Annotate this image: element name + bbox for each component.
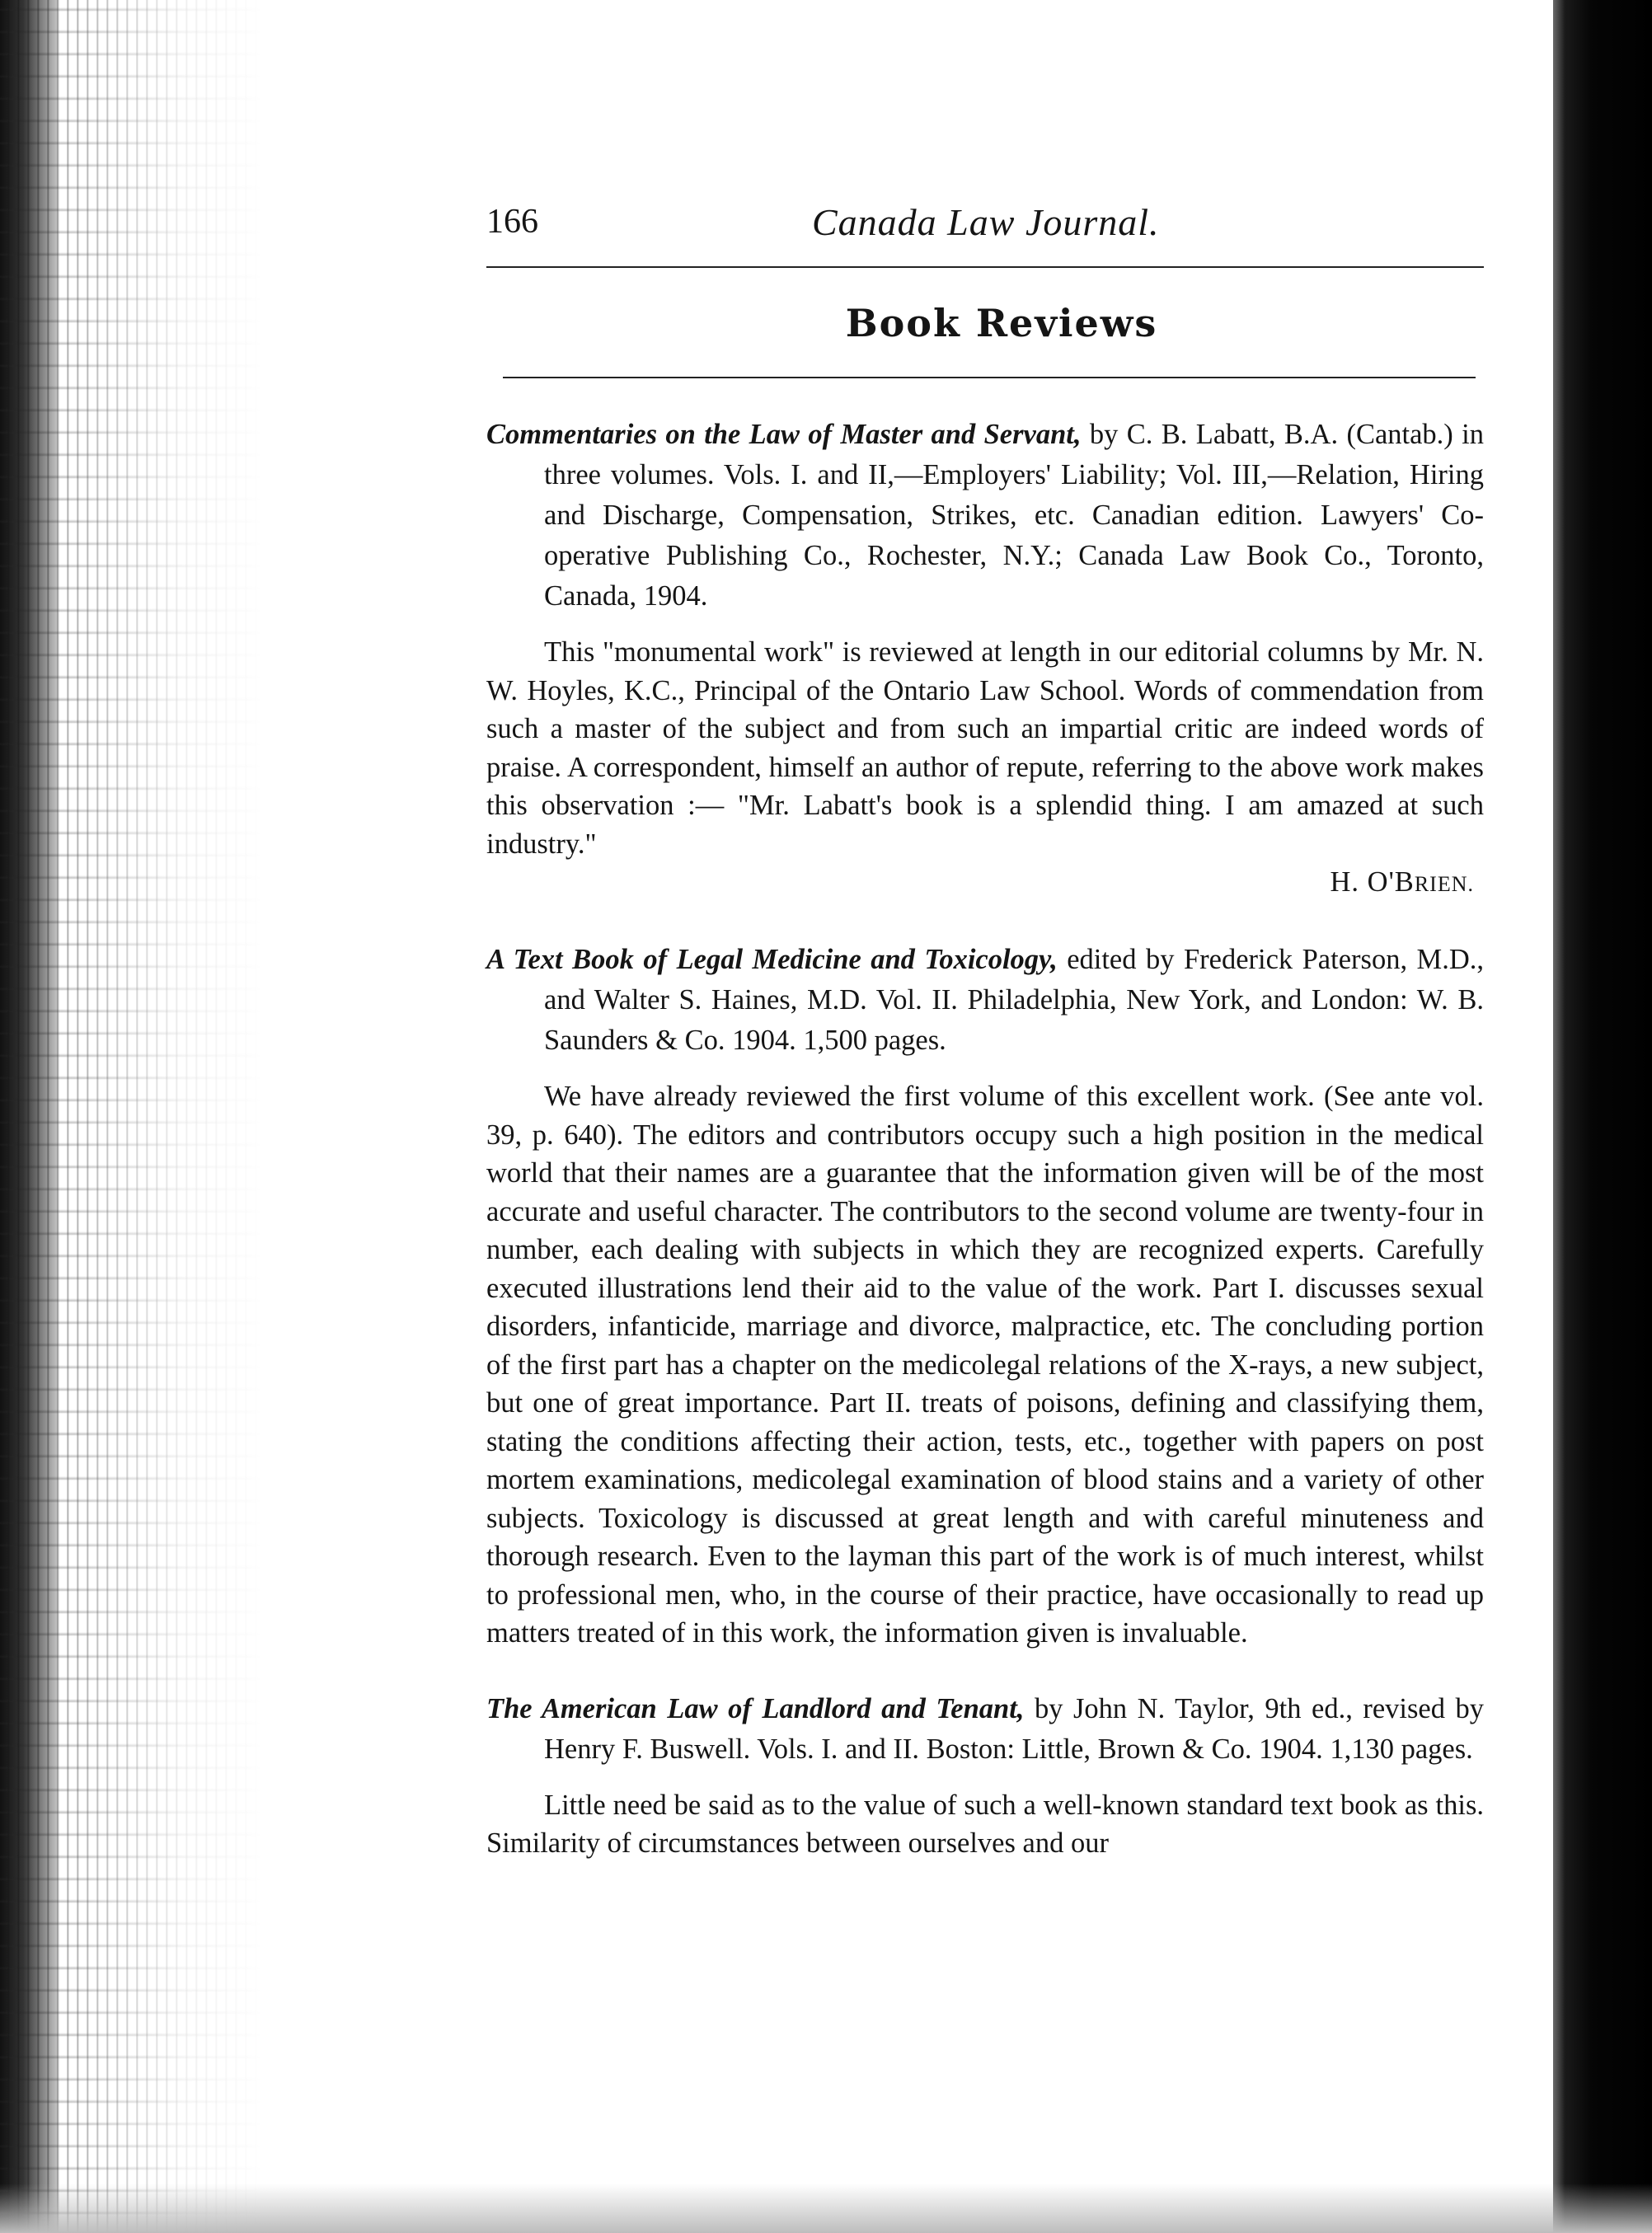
review-entry-labatt: [486, 415, 1484, 903]
review-citation: [486, 415, 1484, 617]
journal-title: Canada Law Journal.: [812, 201, 1160, 243]
section-rule: [503, 377, 1476, 378]
review-entry-legal-medicine: [486, 940, 1484, 1653]
scan-right-edge-shadow: [1553, 0, 1652, 2233]
review-body: Little need be said as to the value of such a well-known standard text book as this. Similarity of circumstances between ourselves and our: [486, 1789, 1484, 1859]
review-work-title: The American Law of Landlord and Tenant,: [486, 1692, 1025, 1724]
journal-page: [486, 194, 1484, 1863]
scan-left-edge-texture: [0, 0, 264, 2233]
review-entry-landlord-tenant: [486, 1689, 1484, 1863]
review-body: This "monumental work" is reviewed at length in our editorial columns by Mr. N. W. Hoyles, K.C., Principal of the Ontario Law School. Words of commendation from such a master of the subject and from such an impartial critic are indeed words of praise. A correspondent, himself an author of repute, referring to the above work makes this observation :— "Mr. Labatt's book is a splendid thing. I am amazed at such industry.": [486, 636, 1484, 860]
header-rule: [486, 266, 1484, 268]
review-signature: H. O'BRIEN.: [1330, 866, 1474, 898]
review-body: We have already reviewed the first volume of this excellent work. (See ante vol. 39, p. 640). The editors and contributors occupy such a high position in the medical world that their names are a guarantee that the information given will be of the most accurate and useful character. The contributors to the second volume are twenty-four in number, each dealing with subjects in which they are recognized experts. Carefully executed illustrations lend their aid to the value of the work. Part I. discusses sexual disorders, infanticide, marriage and divorce, malpractice, etc. The concluding portion of the first part has a chapter on the medicolegal relations of the X-rays, a new subject, but one of great importance. Part II. treats of poisons, defining and classifying them, stating the conditions affecting their action, tests, etc., together with papers on post mortem examinations, medicolegal examination of blood stains and a variety of other subjects. Toxicology is discussed at great length and with careful minuteness and thorough research. Even to the layman this part of the work is of much interest, whilst to professional men, who, in the course of their practice, have occasionally to read up matters treated of in this work, the information given is invaluable.: [486, 1081, 1484, 1649]
review-citation: [486, 940, 1484, 1061]
running-head: [486, 194, 1484, 251]
review-work-title: Commentaries on the Law of Master and Servant,: [486, 419, 1082, 450]
scan-bottom-edge-shadow: [0, 2184, 1652, 2233]
review-citation: [486, 1689, 1484, 1770]
page-number: 166: [486, 203, 538, 241]
review-work-title: A Text Book of Legal Medicine and Toxicology,: [486, 944, 1058, 975]
review-citation-details: by John N. Taylor, 9th ed., revised by Henry F. Buswell. Vols. I. and II. Boston: Little, Brown & Co. 1904. 1,130 pages.: [544, 1692, 1484, 1765]
section-title: Book Reviews: [845, 301, 1158, 345]
review-citation-details: by C. B. Labatt, B.A. (Cantab.) in three volumes. Vols. I. and II,—Employers' Liability; Vol. III,—Relation, Hiring and Discharge, Compensation, Strikes, etc. Canadian edition. Lawyers' Co-operative Publishing Co., Rochester, N.Y.; Canada Law Book Co., Toronto, Canada, 1904.: [544, 419, 1484, 612]
review-citation-details: edited by Frederick Paterson, M.D., and Walter S. Haines, M.D. Vol. II. Philadelphia, New York, and London: W. B. Saunders & Co. 1904. 1,500 pages.: [544, 944, 1485, 1056]
